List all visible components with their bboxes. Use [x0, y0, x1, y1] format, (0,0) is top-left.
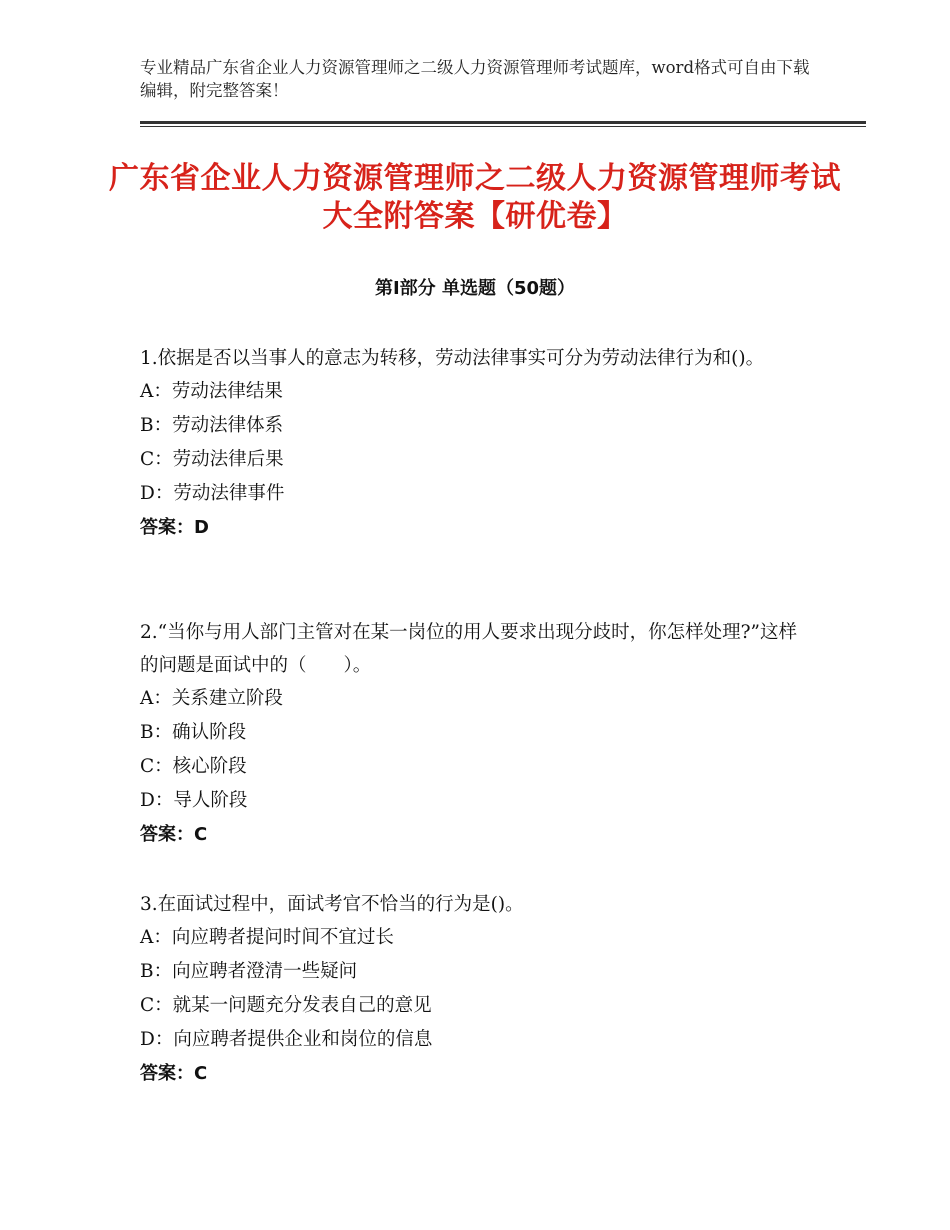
question-stem: 1.依据是否以当事人的意志为转移，劳动法律事实可分为劳动法律行为和()。	[140, 348, 765, 369]
header-divider-thick	[140, 121, 866, 124]
option-b: B：确认阶段	[140, 722, 247, 743]
answer: 答案：C	[140, 1063, 208, 1084]
question-3	[140, 888, 810, 1091]
header-divider-thin	[140, 126, 866, 127]
question-stem: 2.“当你与用人部门主管对在某一岗位的用人要求出现分歧时，你怎样处理?”这样的问题是面试中的（ ）。	[140, 622, 797, 676]
option-d: D：导人阶段	[140, 790, 248, 811]
option-b: B：劳动法律体系	[140, 415, 284, 436]
option-c: C：就某一问题充分发表自己的意见	[140, 995, 432, 1016]
option-b: B：向应聘者澄清一些疑问	[140, 961, 358, 982]
header-note: 专业精品广东省企业人力资源管理师之二级人力资源管理师考试题库，word格式可自由下载编辑，附完整答案！	[140, 58, 810, 100]
option-a: A：劳动法律结果	[140, 381, 283, 402]
question-1	[140, 342, 810, 545]
option-a: A：向应聘者提问时间不宜过长	[140, 927, 394, 948]
option-c: C：核心阶段	[140, 756, 247, 777]
question-stem: 3.在面试过程中，面试考官不恰当的行为是()。	[140, 894, 524, 915]
answer: 答案：C	[140, 824, 208, 845]
option-d: D：向应聘者提供企业和岗位的信息	[140, 1029, 433, 1050]
document-title: 广东省企业人力资源管理师之二级人力资源管理师考试大全附答案【研优卷】	[109, 161, 841, 234]
option-c: C：劳动法律后果	[140, 449, 284, 470]
option-d: D：劳动法律事件	[140, 483, 285, 504]
section-title: 第Ⅰ部分 单选题（50题）	[374, 278, 575, 299]
answer: 答案：D	[140, 517, 209, 538]
option-a: A：关系建立阶段	[140, 688, 283, 709]
question-2	[140, 616, 810, 852]
